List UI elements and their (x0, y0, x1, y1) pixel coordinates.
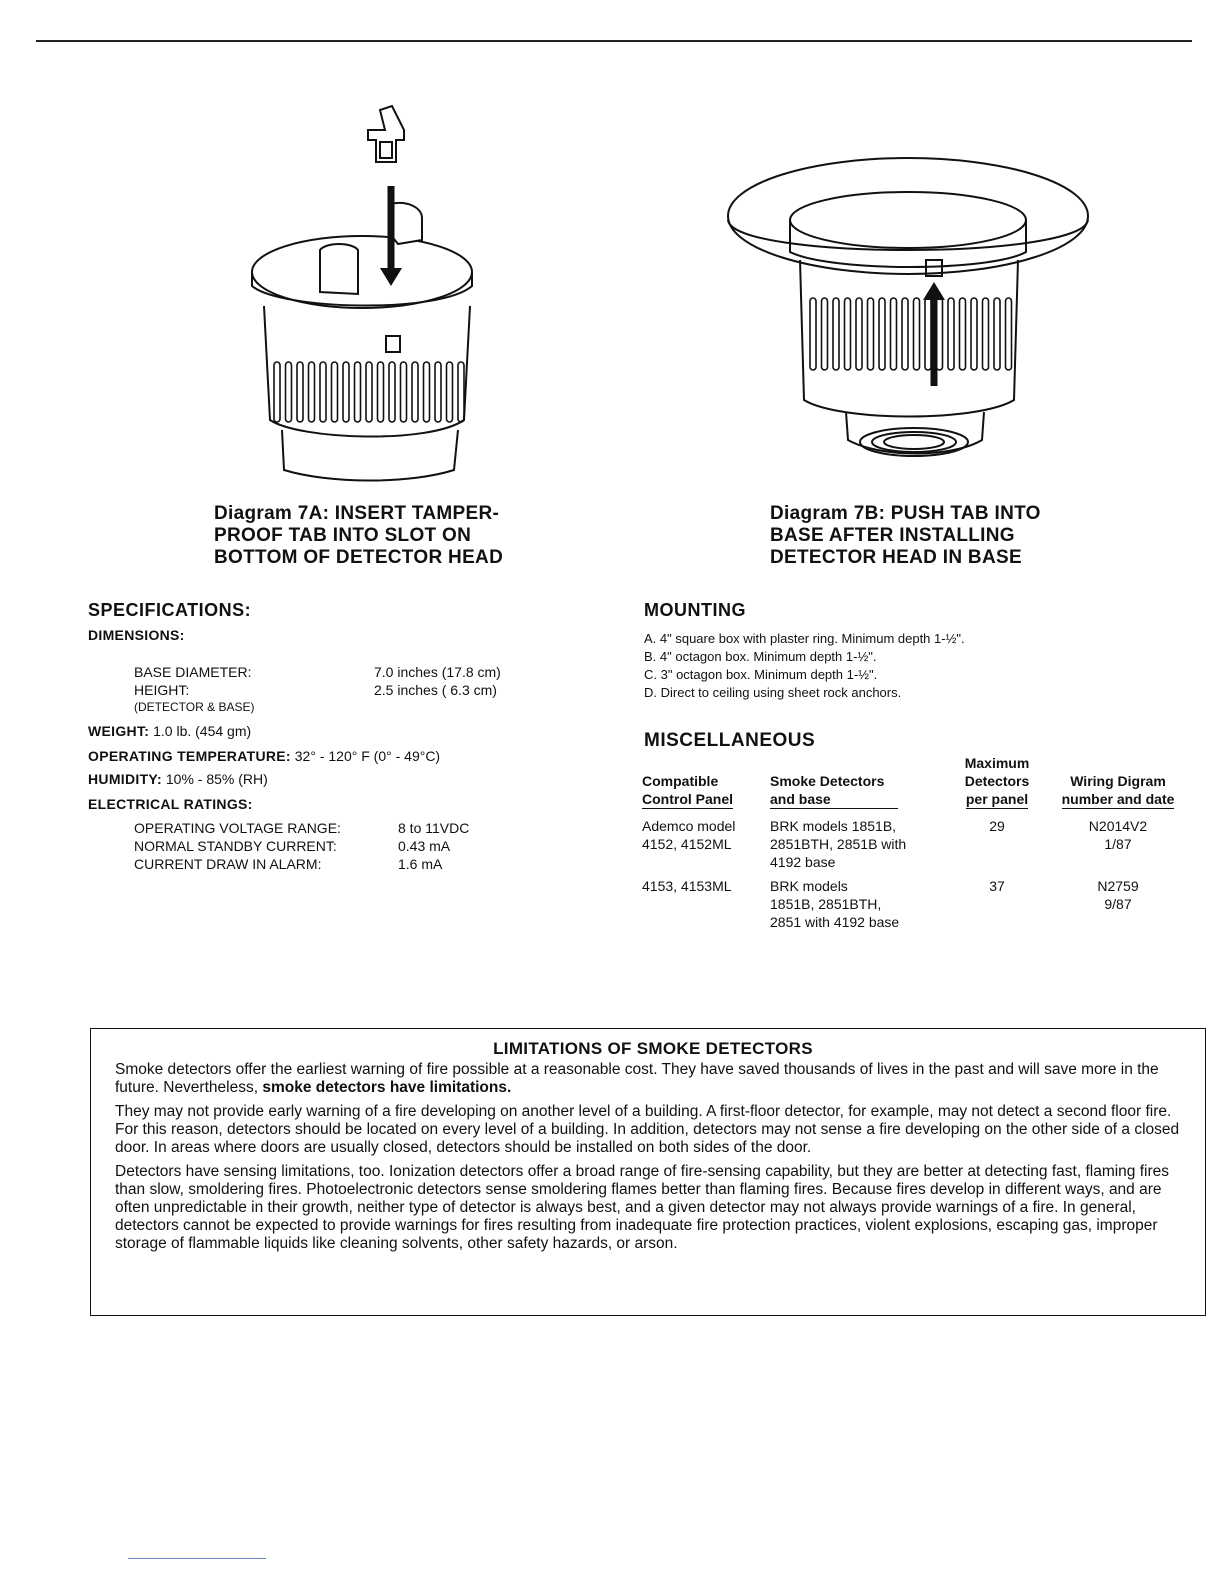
humidity-value: 10% - 85% (RH) (162, 771, 268, 787)
humidity-line (88, 771, 268, 787)
weight-label: WEIGHT: (88, 723, 150, 739)
specifications-title: SPECIFICATIONS: (88, 600, 252, 620)
mounting-title: MOUNTING (644, 600, 746, 620)
limitations-title: LIMITATIONS OF SMOKE DETECTORS (493, 1039, 813, 1058)
bottom-rule (128, 1558, 266, 1559)
mounting-item: D. Direct to ceiling using sheet rock anchors. (644, 685, 902, 700)
base-diameter-value: 7.0 inches (17.8 cm) (374, 664, 501, 680)
weight-line (88, 723, 251, 739)
base-diameter-label: BASE DIAMETER: (134, 664, 252, 680)
dimensions-label: DIMENSIONS: (88, 627, 185, 643)
compatibility-table (642, 754, 1187, 931)
temperature-value: 32° - 120° F (0° - 49°C) (290, 748, 441, 764)
cell-control-panel: Ademco model 4152, 4152ML (642, 818, 736, 852)
col-header-max-detectors: Maximum Detectors per panel (964, 755, 1030, 807)
table-row (642, 871, 1187, 931)
height-label: HEIGHT: (134, 682, 190, 698)
cell-control-panel: 4153, 4153ML (642, 878, 732, 894)
diagram-7a-caption: Diagram 7A: INSERT TAMPER- PROOF TAB INTO SLOT ON BOTTOM OF DETECTOR HEAD (214, 503, 504, 568)
miscellaneous-title: MISCELLANEOUS (644, 730, 816, 751)
diagram-7b-caption: Diagram 7B: PUSH TAB INTO BASE AFTER INSTALLING DETECTOR HEAD IN BASE (770, 503, 1041, 568)
mounting-item: C. 3" octagon box. Minimum depth 1-½". (644, 667, 878, 682)
diagram-7b-illustration (720, 150, 1100, 470)
limitations-paragraph-2: They may not provide early warning of a fire developing on another level of a building. A first-floor detector, for example, may not detect a second floor fire. For this reason, detectors should be located on every level of a building. In addition, detectors may not sense a fire developing on the other side of a closed door. In areas where doors are usually closed, detectors should be installed on both sides of the door. (115, 1103, 1180, 1156)
col-header-wiring-diagram: Wiring Digram number and date (1061, 773, 1175, 807)
cell-smoke-detectors: BRK models 1851B, 2851BTH, 2851 with 4192 base (770, 878, 900, 930)
height-note: (DETECTOR & BASE) (134, 700, 255, 714)
limitations-box (90, 1028, 1206, 1316)
cell-smoke-detectors: BRK models 1851B, 2851BTH, 2851B with 4192 base (770, 818, 907, 870)
voltage-value: 8 to 11VDC (398, 820, 470, 836)
table-row (642, 811, 1187, 871)
height-value: 2.5 inches ( 6.3 cm) (374, 682, 497, 698)
col-header-smoke-detectors: Smoke Detectors and base (770, 754, 945, 811)
temperature-label: OPERATING TEMPERATURE: (88, 748, 291, 764)
limitations-paragraph-3: Detectors have sensing limitations, too. Ionization detectors offer a broad range of fire-sensing capability, but they are better at detecting fast, flaming fires than slow, smoldering fires. Photoelectronic detectors sense smoldering flames better than flaming fires. Because fires develop in different ways, and are often unpredictable in their growth, neither type of detector is always best, and a given detector may not always provide warnings of a fire. In general, detectors cannot be expected to provide warnings for fires resulting from inadequate fire protection practices, violent explosions, escaping gas, improper storage of flammable liquids like cleaning solvents, other safety hazards, or arson. (115, 1163, 1169, 1252)
mounting-item: A. 4" square box with plaster ring. Minimum depth 1-½". (644, 631, 965, 646)
top-rule (36, 40, 1192, 42)
limitations-emphasis: smoke detectors have limitations. (262, 1079, 512, 1096)
alarm-current-label: CURRENT DRAW IN ALARM: (134, 856, 322, 872)
cell-max-detectors: 37 (989, 878, 1005, 894)
cell-max-detectors: 29 (989, 818, 1005, 834)
electrical-ratings-label: ELECTRICAL RATINGS: (88, 796, 253, 812)
humidity-label: HUMIDITY: (88, 771, 162, 787)
col-header-control-panel: Compatible Control Panel (642, 773, 734, 807)
alarm-current-value: 1.6 mA (398, 856, 443, 872)
voltage-label: OPERATING VOLTAGE RANGE: (134, 820, 341, 836)
temperature-line (88, 748, 440, 764)
diagram-7a-illustration (240, 100, 510, 490)
weight-value: 1.0 lb. (454 gm) (149, 723, 252, 739)
cell-wiring-diagram: N2014V2 1/87 (1088, 818, 1148, 852)
limitations-paragraph-1: Smoke detectors offer the earliest warning of fire possible at a reasonable cost. They have saved thousands of lives in the past and will save more in the future. Nevertheless, smoke detectors have limitations. (115, 1061, 1159, 1096)
table-header-row (642, 754, 1187, 811)
cell-wiring-diagram: N2759 9/87 (1097, 878, 1139, 912)
standby-current-value: 0.43 mA (398, 838, 451, 854)
standby-current-label: NORMAL STANDBY CURRENT: (134, 838, 337, 854)
mounting-item: B. 4" octagon box. Minimum depth 1-½". (644, 649, 877, 664)
